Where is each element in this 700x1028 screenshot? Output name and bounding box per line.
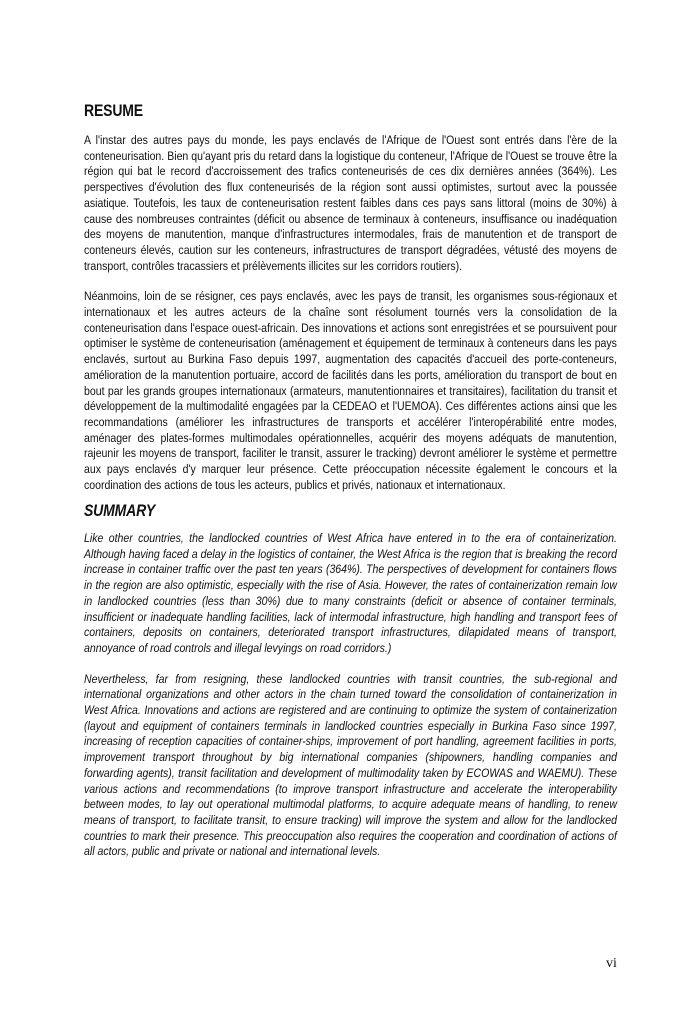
- summary-paragraph-1: Like other countries, the landlocked countries of West Africa have entered in to the era of containerization. Although having faced a delay in the logistics of container, the West Africa is the region that is breaking the record increase in container traffic over the past ten years (364%). The perspectives of development for containers flows in the region are also optimistic, especially with the rise of Asia. However, the rates of containerization remain low in landlocked countries (less than 30%) due to many constraints (deficit or absence of container terminals, insufficient or inadequate handling facilities, lack of intermodal infrastructure, high handling and transport fees of containers, deposits on containers, deteriorated transport infrastructures, dilapidated means of transport, annoyance of road controls and illegal levyings on road corridors.): [84, 531, 617, 655]
- resume-section: [84, 101, 617, 493]
- page-number: vi: [606, 956, 617, 971]
- resume-paragraph-1: A l'instar des autres pays du monde, les pays enclavés de l'Afrique de l'Ouest sont entrés dans l'ère de la conteneurisation. Bien qu'ayant pris du retard dans la logistique du conteneur, l'Afrique de l'Ouest se trouve être la région qui bat le record d'accroissement des trafics conteneurisés de ces dix dernières années (364%). Les perspectives d'évolution des flux conteneurisés de la région sont aussi optimistes, surtout avec la poussée asiatique. Toutefois, les taux de conteneurisation restent faibles dans ces pays sans littoral (moins de 30%) à cause des nombreuses contraintes (déficit ou absence de terminaux à conteneurs, insuffisance ou inadéquation des moyens de manutention, manque d'infrastructures intermodales, frais de manutention et de transport de conteneurs élevés, caution sur les conteneurs, infrastructures de transport dégradées, vétusté des moyens de transport, contrôles tracassiers et prélèvements illicites sur les corridors routiers).: [84, 133, 617, 273]
- summary-paragraph-2: Nevertheless, far from resigning, these landlocked countries with transit countries, the sub-regional and international organizations and other actors in the chain turned toward the consolidation of containerization in West Africa. Innovations and actions are registered and are continuing to optimize the system of containerization (layout and equipment of containers terminals in landlocked countries especially in Burkina Faso since 1997, increasing of reception capacities of container-ships, improvement of port handling, agreement facilities in ports, improvement transport throughout by big international companies (shipowners, handling companies and forwarding agents), transit facilitation and development of multimodality taken by ECOWAS and WAEMU). These various actions and recommendations (to improve transport infrastructure and accelerate the interoperability between modes, to lay out operational multimodal platforms, to acquire adequate means of handling, to renew means of transport, to facilitate transit, to ensure tracking) will improve the system and allow for the landlocked countries to mark their presence. This preoccupation also requires the cooperation and coordination of actions of all actors, public and private or national and international levels.: [84, 671, 617, 859]
- resume-heading: RESUME: [84, 102, 143, 120]
- summary-section: [84, 501, 617, 860]
- resume-paragraph-2: Néanmoins, loin de se résigner, ces pays enclavés, avec les pays de transit, les organismes sous-régionaux et internationaux et les autres acteurs de la chaîne sont résolument tournés vers la consolidation de la conteneurisation dans l'espace ouest-africain. Des innovations et actions sont enregistrées et se poursuivent pour optimiser le système de conteneurisation (aménagement et équipement de terminaux à conteneurs dans les pays enclavés, surtout au Burkina Faso depuis 1997, augmentation des capacités d'accueil des porte-conteneurs, amélioration de la manutention portuaire, accord de facilités dans les ports, amélioration du transport de bout en bout par les grands groupes internationaux (armateurs, manutentionnaires et transitaires), facilitation du transit et développement de la multimodalité engagées par la CEDEAO et l'UEMOA). Ces différentes actions ainsi que les recommandations (améliorer les infrastructures de transports et accélérer l'interopérabilité entre modes, aménager des plates-formes multimodales opérationnelles, acquérir des moyens adéquats de manutention, rajeunir les moyens de transport, faciliter le transit, assurer le tracking) devront améliorer le système et permettre aux pays enclavés d'y marquer leur présence. Cette préoccupation nécessite également le concours et la coordination des actions de tous les acteurs, publics et privés, nationaux et internationaux.: [84, 289, 617, 492]
- summary-heading: SUMMARY: [84, 502, 156, 520]
